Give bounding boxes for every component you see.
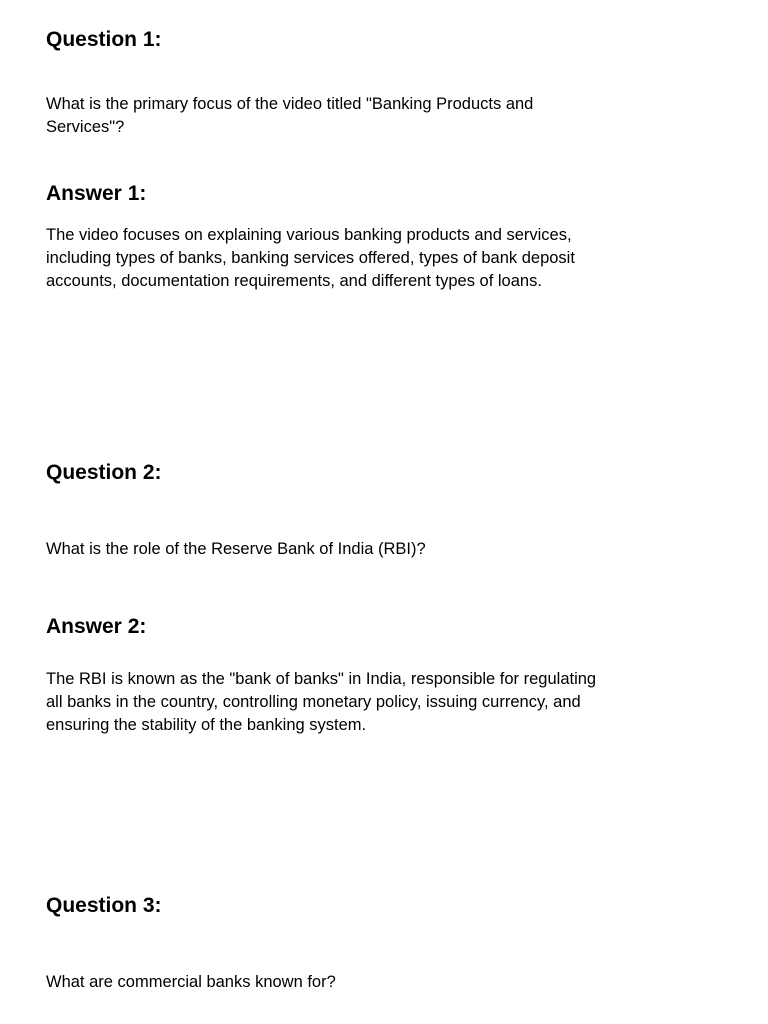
- question-3-heading: Question 3:: [46, 894, 162, 917]
- question-1-text: What is the primary focus of the video titled "Banking Products and Services"?: [46, 95, 534, 136]
- question-1-heading: Question 1:: [46, 28, 162, 51]
- answer-1-text: The video focuses on explaining various banking products and services, including types of banks, banking services offered, types of bank deposit accounts, documentation requirements, and different types of loans.: [46, 226, 575, 290]
- question-2-heading: Question 2:: [46, 461, 162, 484]
- question-3-text: What are commercial banks known for?: [46, 973, 336, 991]
- answer-2-heading: Answer 2:: [46, 615, 147, 638]
- answer-1-heading: Answer 1:: [46, 182, 147, 205]
- question-2-text: What is the role of the Reserve Bank of India (RBI)?: [46, 540, 426, 558]
- answer-2-text: The RBI is known as the "bank of banks" in India, responsible for regulating all banks in the country, controlling monetary policy, issuing currency, and ensuring the stability of the banking system.: [46, 670, 597, 734]
